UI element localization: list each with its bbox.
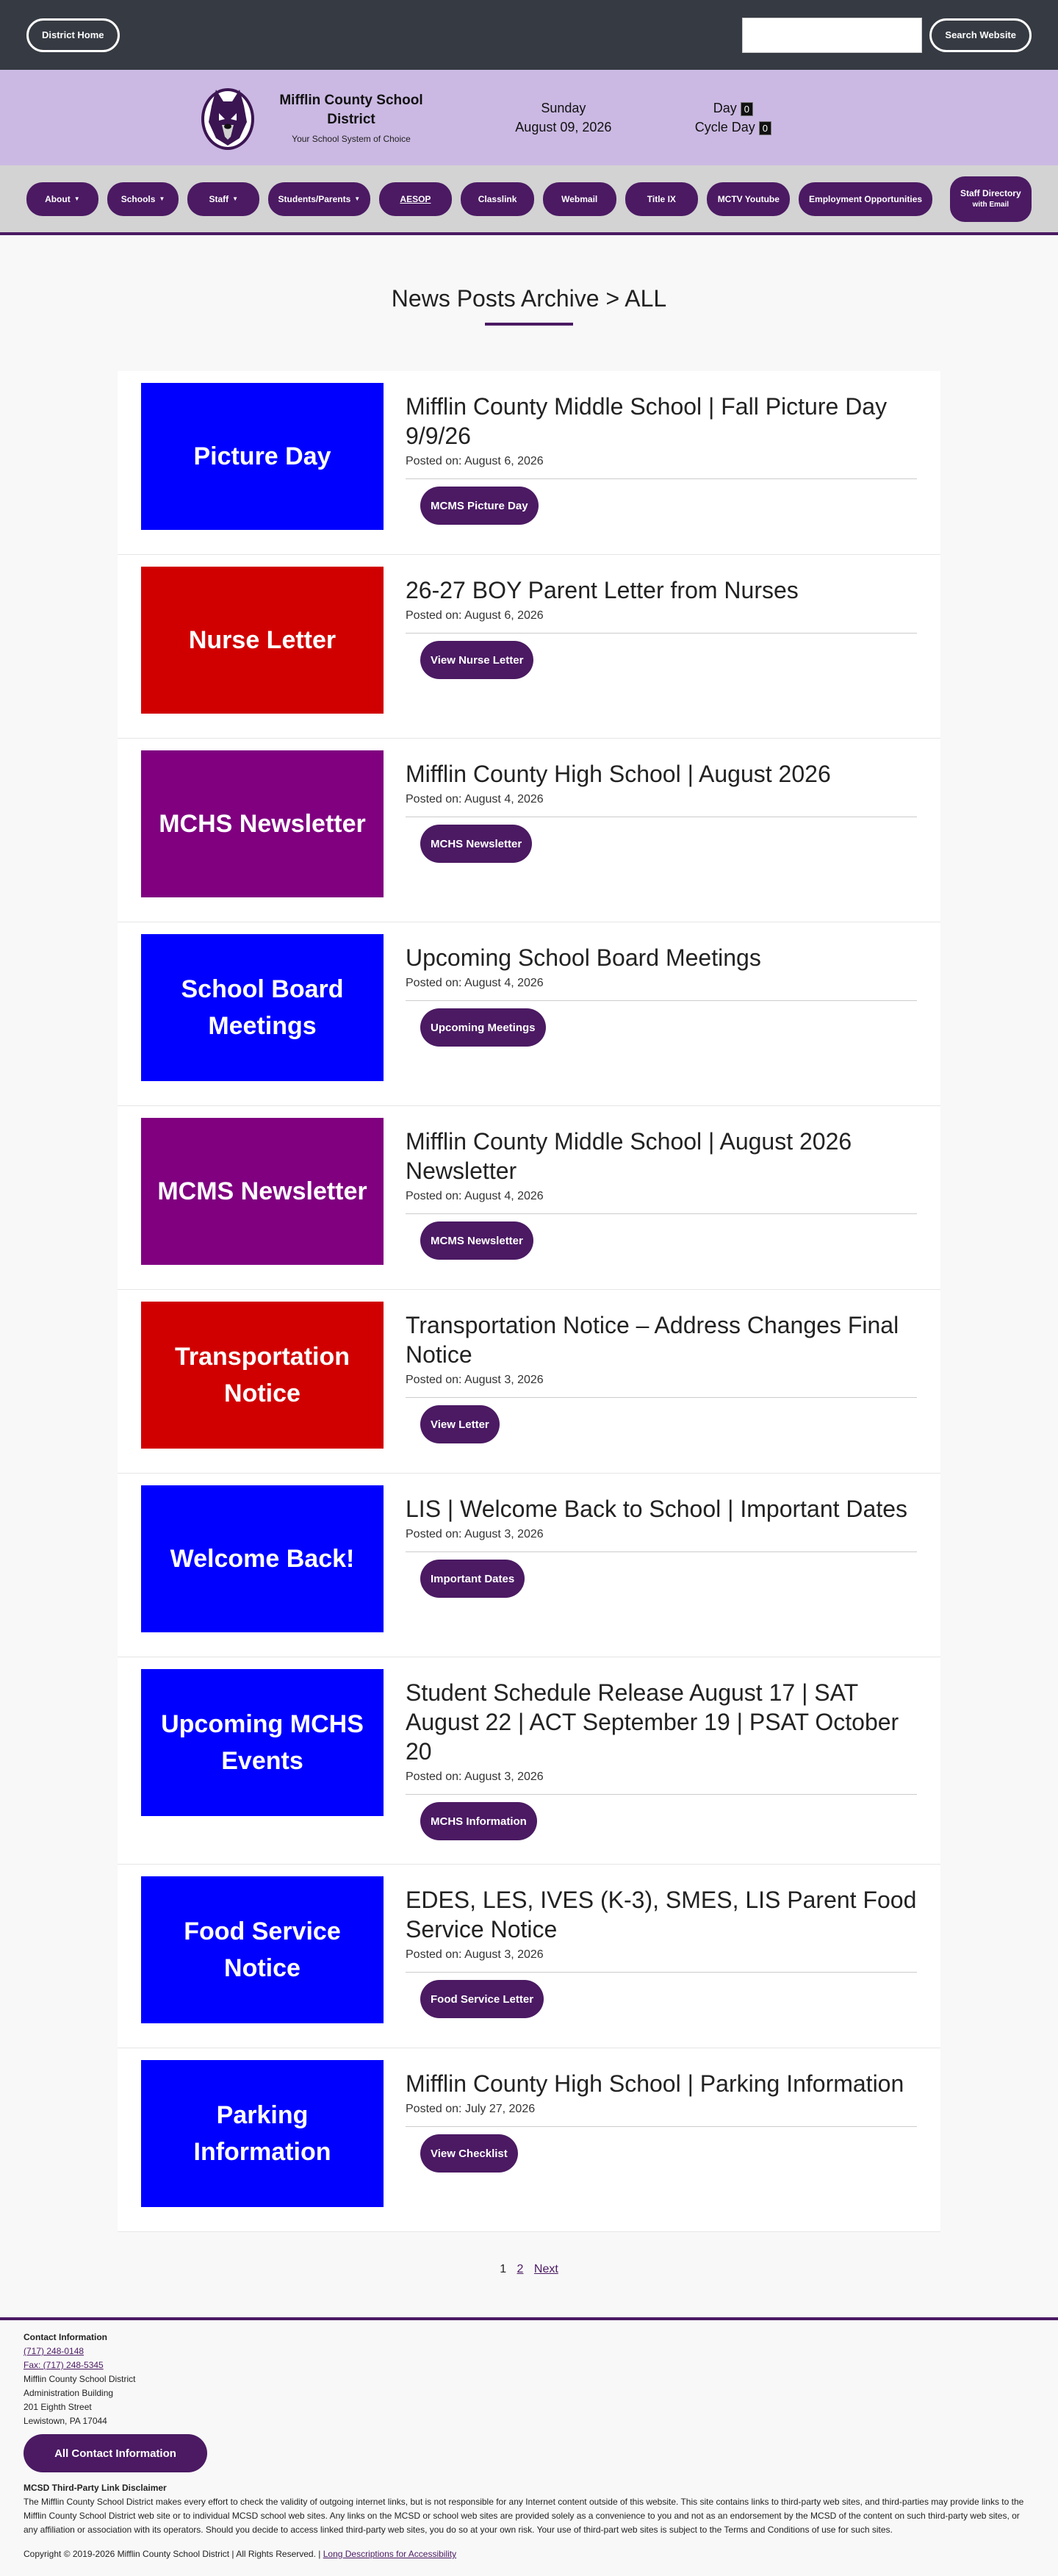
- post-button[interactable]: Upcoming Meetings: [420, 1008, 546, 1047]
- nav-classlink[interactable]: Classlink: [461, 182, 534, 216]
- next-page-link[interactable]: Next: [533, 2263, 558, 2275]
- post-date: Posted on: August 4, 2026: [406, 977, 544, 989]
- post-divider: [406, 1397, 917, 1398]
- post-divider: [406, 1000, 917, 1001]
- post-button[interactable]: Important Dates: [420, 1560, 525, 1598]
- post-body: [406, 1485, 917, 1633]
- news-post: [118, 922, 940, 1106]
- post-image[interactable]: Food Service Notice: [141, 1876, 384, 2023]
- disclaimer-text: The Mifflin County School District makes every effort to check the validity of outgoing internet links, but is not responsible for any Internet content outside of this website. This site contains links to third-party web sites, and third-parties may provide links to the Mifflin County School District web site or to individual MCSD school web sites. Any links on the MCSD or school web sites are provided solely as a convenience to you and not as an endorsement by the MCSD of the content on such third-party web sites, or any affiliation or association with its operators. Should you decide to access linked third-party web sites, you do so at your own risk. Your use of third-part web sites is subject to the Terms and Conditions of use for such sites.: [24, 2497, 1024, 2535]
- search-input[interactable]: [742, 18, 922, 53]
- top-bar: [0, 0, 1058, 70]
- post-body: [406, 1669, 917, 1840]
- footer-org: Mifflin County School District: [24, 2374, 136, 2384]
- post-body: [406, 1118, 917, 1266]
- district-tagline: Your School System of Choice: [292, 134, 411, 144]
- nav-label: Students/Parents: [278, 193, 351, 204]
- nav-aesop[interactable]: AESOP: [379, 182, 453, 216]
- news-post: [118, 371, 940, 555]
- post-divider: [406, 1794, 917, 1795]
- post-button[interactable]: View Letter: [420, 1405, 500, 1443]
- all-contact-info-button[interactable]: All Contact Information: [24, 2434, 207, 2472]
- post-date: Posted on: August 3, 2026: [406, 1948, 544, 1961]
- post-divider: [406, 1213, 917, 1214]
- post-title[interactable]: 26-27 BOY Parent Letter from Nurses: [406, 577, 799, 603]
- phone-link[interactable]: (717) 248-0148: [24, 2346, 84, 2356]
- nav-schools[interactable]: [107, 182, 179, 216]
- post-date: Posted on: August 3, 2026: [406, 1374, 544, 1386]
- post-title[interactable]: Student Schedule Release August 17 | SAT August 22 | ACT September 19 | PSAT October 20: [406, 1679, 899, 1765]
- caret-down-icon: ▼: [232, 195, 239, 202]
- post-date: Posted on: August 6, 2026: [406, 455, 544, 467]
- disclaimer-title: MCSD Third-Party Link Disclaimer: [24, 2483, 167, 2493]
- post-body: [406, 567, 917, 714]
- post-image[interactable]: Picture Day: [141, 383, 384, 530]
- post-button[interactable]: View Checklist: [420, 2134, 518, 2173]
- post-body: [406, 934, 917, 1082]
- day-label: Day: [713, 101, 737, 115]
- weekday: Sunday: [541, 101, 586, 115]
- post-image[interactable]: Transportation Notice: [141, 1302, 384, 1449]
- husky-logo-icon: [198, 84, 257, 151]
- news-post: [118, 739, 940, 922]
- nav-about[interactable]: [26, 182, 98, 216]
- post-body: [406, 2060, 917, 2208]
- post-date: Posted on: August 6, 2026: [406, 609, 544, 622]
- news-post: [118, 1290, 940, 1474]
- post-title[interactable]: Transportation Notice – Address Changes Final Notice: [406, 1312, 899, 1368]
- post-title[interactable]: Mifflin County High School | Parking Information: [406, 2070, 904, 2097]
- current-date: August 09, 2026: [515, 120, 612, 134]
- news-post: [118, 555, 940, 739]
- site-footer: [0, 2317, 1058, 2576]
- site-header: [0, 70, 1058, 165]
- post-image[interactable]: School Board Meetings: [141, 934, 384, 1081]
- post-image[interactable]: MCHS Newsletter: [141, 750, 384, 897]
- post-button[interactable]: View Nurse Letter: [420, 641, 533, 679]
- footer-building: Administration Building: [24, 2388, 114, 2398]
- pagination: [0, 2232, 1058, 2317]
- news-list: [118, 371, 940, 2232]
- fax-link[interactable]: Fax: (717) 248-5345: [24, 2360, 104, 2370]
- post-title[interactable]: Upcoming School Board Meetings: [406, 944, 761, 971]
- post-date: Posted on: August 4, 2026: [406, 793, 544, 806]
- cycle-day-display: [695, 98, 771, 137]
- post-title[interactable]: Mifflin County High School | August 2026: [406, 761, 831, 787]
- news-post: [118, 2048, 940, 2232]
- post-body: [406, 750, 917, 898]
- post-date: Posted on: August 3, 2026: [406, 1770, 544, 1783]
- post-title[interactable]: Mifflin County Middle School | Fall Picture Day 9/9/26: [406, 393, 888, 449]
- news-post: [118, 1474, 940, 1657]
- post-button[interactable]: MCHS Newsletter: [420, 825, 532, 863]
- post-button[interactable]: Food Service Letter: [420, 1980, 544, 2018]
- nav-employment[interactable]: Employment Opportunities: [799, 182, 932, 216]
- post-button[interactable]: MCMS Newsletter: [420, 1221, 533, 1260]
- nav-label: Schools: [120, 193, 156, 204]
- nav-label: About: [45, 193, 71, 204]
- post-date: Posted on: August 3, 2026: [406, 1528, 544, 1540]
- post-body: [406, 1876, 917, 2024]
- cycle-day-label: Cycle Day: [694, 120, 755, 134]
- nav-title-ix[interactable]: Title IX: [625, 182, 699, 216]
- post-title[interactable]: LIS | Welcome Back to School | Important Dates: [406, 1496, 907, 1522]
- staff-directory-sub: with Email: [972, 200, 1010, 209]
- district-name: Mifflin County School District: [279, 93, 423, 127]
- staff-directory-label: Staff Directory: [960, 187, 1021, 198]
- main-nav: [0, 165, 1058, 235]
- footer-street: 201 Eighth Street: [24, 2402, 92, 2412]
- nav-webmail[interactable]: Webmail: [543, 182, 616, 216]
- nav-mctv-youtube[interactable]: MCTV Youtube: [707, 182, 790, 216]
- post-image[interactable]: Upcoming MCHS Events: [141, 1669, 384, 1816]
- date-display: [515, 98, 611, 137]
- news-post: [118, 1865, 940, 2048]
- post-image[interactable]: Welcome Back!: [141, 1485, 384, 1632]
- post-divider: [406, 1972, 917, 1973]
- post-body: [406, 1302, 917, 1449]
- news-post: [118, 1657, 940, 1865]
- caret-down-icon: ▼: [73, 195, 80, 202]
- contact-heading: Contact Information: [24, 2332, 107, 2342]
- post-divider: [406, 633, 917, 634]
- post-image[interactable]: MCMS Newsletter: [141, 1118, 384, 1265]
- title-underline: [485, 323, 573, 326]
- caret-down-icon: ▼: [354, 195, 361, 202]
- search-area: [742, 18, 1032, 53]
- staff-directory-button[interactable]: [950, 176, 1032, 222]
- page-2-link[interactable]: 2: [517, 2263, 524, 2275]
- post-divider: [406, 1551, 917, 1552]
- copyright: Copyright © 2019-2026 Mifflin County School District | All Rights Reserved. |: [24, 2549, 321, 2559]
- post-title[interactable]: Mifflin County Middle School | August 2026 Newsletter: [406, 1128, 852, 1184]
- post-button[interactable]: MCHS Information: [420, 1802, 537, 1840]
- cycle-day-value: 0: [759, 121, 771, 135]
- post-divider: [406, 478, 917, 479]
- post-date: Posted on: July 27, 2026: [406, 2103, 536, 2115]
- search-button[interactable]: Search Website: [929, 18, 1032, 52]
- footer-city: Lewistown, PA 17044: [24, 2416, 107, 2426]
- post-body: [406, 383, 917, 531]
- district-home-button[interactable]: District Home: [26, 18, 120, 52]
- day-value: 0: [741, 102, 753, 116]
- nav-label: Staff: [209, 193, 229, 204]
- post-image[interactable]: Parking Information: [141, 2060, 384, 2207]
- brand[interactable]: [198, 84, 432, 151]
- nav-students-parents[interactable]: [268, 182, 370, 216]
- caret-down-icon: ▼: [159, 195, 165, 202]
- news-post: [118, 1106, 940, 1290]
- accessibility-link[interactable]: Long Descriptions for Accessibility: [323, 2549, 457, 2559]
- post-title[interactable]: EDES, LES, IVES (K-3), SMES, LIS Parent Food Service Notice: [406, 1887, 917, 1942]
- page-title: News Posts Archive > ALL: [391, 285, 667, 312]
- post-image[interactable]: Nurse Letter: [141, 567, 384, 714]
- post-button[interactable]: MCMS Picture Day: [420, 487, 539, 525]
- page-current: 1: [500, 2263, 507, 2275]
- nav-staff[interactable]: [187, 182, 259, 216]
- post-date: Posted on: August 4, 2026: [406, 1190, 544, 1202]
- post-divider: [406, 2126, 917, 2127]
